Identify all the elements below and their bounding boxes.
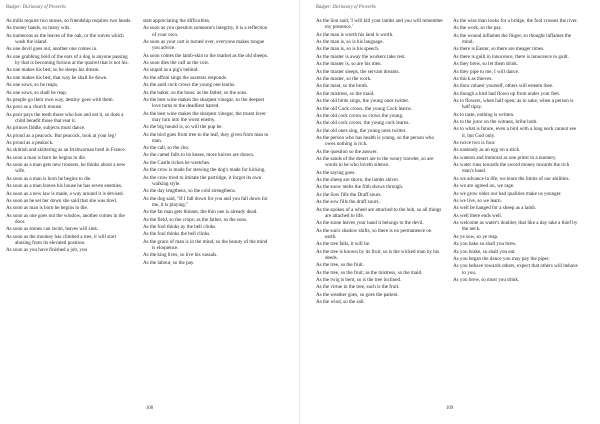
proverb-entry: As the labour, so the pay. <box>143 259 195 266</box>
proverb-entry: As the master is away the workers take rest. <box>316 53 406 60</box>
proverb-entry: As welcome as water's doublet, that like a day take a thief by the neck. <box>453 220 578 233</box>
proverb-entry: As twice two is four. <box>453 140 496 147</box>
proverb-entry: As the king lives, so live his vassals. <box>143 252 218 259</box>
proverb-entry: As the bird goes from tree to the leaf, they given from man to man. <box>143 131 269 144</box>
proverb-entry: As you brew, so must you drink. <box>453 276 520 283</box>
proverb-entry: As soon as a man gets new trousers, he thinks about a new wife. <box>6 162 126 175</box>
proverb-entry: As soon as you have finished a job, you <box>6 247 88 254</box>
proverb-entry: As you brake, so shall you eat. <box>453 248 516 255</box>
proverb-entry: As they brew, so let them drink. <box>453 61 519 68</box>
proverb-entry: As the wind, so the sail. <box>316 299 365 306</box>
proverb-entry: As the mistress, so the maid. <box>316 90 375 97</box>
proverb-entry: As soon as stones can swim, leaves will sink. <box>6 226 99 233</box>
proverb-entry: As the affoni sings the saxteras responds. <box>143 74 228 81</box>
right-page-column-1 <box>316 18 443 413</box>
proverb-entry: As one makes his bed, so he sleeps his dream. <box>6 67 100 74</box>
proverb-entry: As the camel falls to its knees, more knives are drawn. <box>143 152 255 159</box>
proverb-entry: As skittish and skittering as an Irishwoman bred in France. <box>6 147 126 154</box>
proverb-entry: As soon as one goes out the window, another comes in the door. <box>6 212 125 225</box>
proverb-entry: As the weather goes, so goes the patient. <box>316 291 399 298</box>
proverb-entry: As numerous as the leaves of the oak, or the waves which wash the island. <box>6 32 124 45</box>
proverb-entry: As well be hanged for a sheep as a lamb. <box>453 205 537 212</box>
proverb-entry: start appreciating the difficulties. <box>143 18 211 24</box>
proverb-entry: As soon as the monkey has climbed a tree, it will start abusing from its elevated position. <box>6 233 117 246</box>
proverb-entry: As though a bird had flown up from under your feet. <box>453 90 561 97</box>
proverb-entry: As the lion said, 'I will kill your lambs and you will remember my presence.' <box>316 18 443 31</box>
proverb-entry: As the twig is bent, so is the tree inclined. <box>316 276 402 283</box>
proverb-entry: As the old Cock crows, the young Cock learns. <box>316 105 412 112</box>
left-page-column-1 <box>6 18 133 413</box>
proverb-entry: As one grabbing hold of the ears of a dog is anyone passing by that is becoming furious at the quarrel that is not his. <box>6 53 129 66</box>
proverb-entry: As the tree falls, it will lie. <box>316 241 371 248</box>
proverb-entry: As we advance in life, we learn the limits of our abilities. <box>453 175 570 182</box>
proverb-entry: As poor as a church mouse. <box>6 104 63 111</box>
proverb-entry: As you began the dance you may pay the piper. <box>453 255 550 262</box>
proverb-entry: As the virtue in the tree, such is the fruit. <box>316 284 400 291</box>
proverb-entry: As the man is, so is his language. <box>316 38 384 45</box>
proverb-entry: As the crow is made for stewing the dog's made for kicking. <box>143 167 266 174</box>
proverb-entry: As water runs towards the sword money towards the rich man's hand. <box>453 162 570 175</box>
proverb-entry: As the sands of the desert are to the weary traveler, so are words to he who loveth silence. <box>316 156 434 169</box>
proverb-entry: As one sows, so he reaps. <box>6 82 59 89</box>
page-number: 108 <box>146 406 154 411</box>
proverb-entry: As the big hound is, so will the pup be. <box>143 124 223 131</box>
proverb-entry: As the wound inflames the finger, so thought inflames the mind. <box>453 32 572 45</box>
proverb-entry: As the sheep are shorn, the lambs shiver. <box>316 177 400 184</box>
proverb-entry: As to taste, nothing is written. <box>453 111 515 118</box>
proverb-entry: As stupid as a pig's behind. <box>143 67 199 74</box>
proverb-entry: As poor pays the teeth those who hoe and eat it, so does a child benefit those that rear it. <box>6 111 124 124</box>
proverb-entry: As to flowers, when half open; as to sake, when a person is half tipsy. <box>453 98 574 111</box>
proverb-entry: As the baker, so the buns; as the father, so the sons. <box>143 89 248 96</box>
proverb-entry: As the master, so the work. <box>316 75 372 82</box>
proverb-entry: As soon dies the calf as the cow. <box>143 59 210 66</box>
proverb-entry: As the fool thinks the bell clinks. <box>143 231 211 238</box>
proverb-entry: As the call, so the cho. <box>143 145 190 152</box>
proverb-entry: As princes fiddle, subjects must dance. <box>6 125 86 132</box>
proverb-entry: As the sun's shadow shifts, so there is no permanence on earth. <box>316 227 432 240</box>
proverb-entry: As the fool thinks ay the bell clinks. <box>143 224 217 231</box>
proverb-entry: As well there ends well. <box>453 212 503 219</box>
proverb-entry: As unsteady as an egg on a stick. <box>453 147 521 154</box>
proverb-entry: As there is guilt in innocence, there is innocence in guilt. <box>453 53 569 60</box>
proverb-entry: As you behave towards others, expect that others will behave to you. <box>453 263 578 276</box>
left-page-column-2 <box>143 18 270 413</box>
proverb-entry: As the best wine makes the sharpest vinegar, the truest lover may turn into the worst enemy. <box>143 110 267 123</box>
proverb-entry: As soon as man is born he begins to die. <box>6 205 89 212</box>
proverb-entry: As one makes his bed, that way he shall lie down. <box>6 74 108 81</box>
proverb-entry: As the best wine makes the sharpest vinegar, so the deepest love turns to the deadliest hatred. <box>143 96 265 110</box>
proverb-entry: As the day lengthens, so the cold strengthens. <box>143 188 236 195</box>
proverb-entry: As soon comes the lamb-skin to the market as the old sheeps. <box>143 52 269 59</box>
proverb-entry: As soon as a new law is made, a way around it is devised. <box>6 190 124 197</box>
proverb-entry: As to what is future, even a bird with a long neck cannot see it, but God only. <box>453 126 577 139</box>
proverb-entry: As wanton and immoral as one priest in a nunnery. <box>453 154 557 161</box>
proverb-entry: As thou valuest yourself, others will esteem thee. <box>453 83 554 90</box>
proverb-entry: As the question so the answer. <box>316 148 378 155</box>
proverb-entry: As thick as thieves. <box>453 75 493 82</box>
proverb-entry: As proud as a peacock. But peacock, look at your leg! <box>6 132 117 139</box>
proverb-entry: As the meat, so the broth. <box>316 83 369 90</box>
proverb-entry: As they pipe to me, I will dance. <box>453 68 520 75</box>
proverb-entry: As we grow older our bad qualities make us younger. <box>453 190 562 197</box>
proverb-entry: As the wise man looks for a bridge, the fool crosses the river. <box>453 18 578 24</box>
proverb-entry: As soon a man is born he begins to die. <box>6 154 87 161</box>
right-page <box>300 0 600 424</box>
proverb-entry: As the work, so the pay. <box>453 25 503 32</box>
proverb-entry: As the stone leaves your hand it belongs to the devil. <box>316 220 424 227</box>
proverb-entry: As you bake so shall you brew. <box>453 241 517 248</box>
proverb-entry: As there is Easter, so there are meager times. <box>453 46 545 53</box>
proverb-entry: As the spokes of a wheel are attached to the hub, so all things are attached to life. <box>316 206 442 219</box>
proverb-entry: As we are agreed on, we rage. <box>453 183 515 190</box>
proverb-entry: As money bands, so many wits. <box>6 25 71 32</box>
proverb-entry: As the Castle riches he wretches. <box>143 159 211 166</box>
proverb-entry: As the person who has health is young, so the person who owes nothing is rich. <box>316 135 434 148</box>
proverb-entry: As the tree, so the fruit. <box>316 262 364 269</box>
proverb-entry: As soon as you question someone's integrity, it is a reflection of your own. <box>143 25 268 38</box>
proverb-entry: As to the juror on the witness, bribe both. <box>453 119 538 126</box>
proverb-entry: As proud as a peakock. <box>6 140 54 147</box>
proverb-entry: As the dog said, "If I fall down for you and you fall down for me, it is playing." <box>143 195 268 208</box>
proverb-entry: As the sow fills the draff sours. <box>316 199 380 206</box>
proverb-entry: As the man is, so is his speech. <box>316 46 380 53</box>
proverb-entry: As the tree, so the fruit; as the mistress, so the maid. <box>316 269 423 276</box>
proverb-entry: As the old birds sings, the young ones twitter. <box>316 98 410 105</box>
proverb-entry: As the Sow fills the Draff sours. <box>316 191 382 198</box>
proverb-entry: As the old cock crows so crows the young. <box>316 112 404 119</box>
proverb-entry: As the master is, so are his men. <box>316 61 382 68</box>
proverb-entry: As one devil goes out, another one comes in. <box>6 46 98 53</box>
right-page-column-2 <box>453 18 580 413</box>
page-number: 109 <box>446 406 454 411</box>
proverb-entry: As mills require two stones, so friendship requires two heads. <box>6 18 132 24</box>
running-head: Badger: Dictionary of Proverbs <box>6 5 66 10</box>
running-head: Badger: Dictionary of Proverbs <box>316 5 376 10</box>
proverb-entry: As soon as a man is born he begins to die. <box>6 175 92 182</box>
proverb-entry: As the master sleeps, the servant dreams. <box>316 68 400 75</box>
proverb-entry: As the grace of man is in the mind, so the beauty of the mind is eloquence. <box>143 238 268 251</box>
proverb-entry: As soon as a man leaves his house he has seven enemies. <box>6 183 123 190</box>
proverb-entry: As the saying goes. <box>316 169 356 176</box>
proverb-entry: As the old cock crows, the young cock learns. <box>316 120 410 127</box>
proverb-entry: As people go their own way, destiny goes with them. <box>6 96 114 103</box>
proverb-entry: As the snow melts the filth shows through. <box>316 184 404 191</box>
proverb-entry: As the fat man gets thinner, the thin one is already dead. <box>143 209 258 216</box>
proverb-entry: As one sows, so shall he reap. <box>6 89 68 96</box>
proverb-entry: As the man is worth his land is worth. <box>316 31 394 38</box>
proverb-entry: As the crow tried to imitate the partridge, it forgot its own walking style. <box>143 174 262 187</box>
proverb-entry: As soon as your cart is turned over, everyone makes tongue you advice. <box>143 38 265 52</box>
proverb-entry: As the old ones sing, the young ones twitter. <box>316 127 407 134</box>
proverb-entry: As the field, so the crops; as the father, so the sons. <box>143 216 248 223</box>
proverb-entry: As the tree is known by its fruit, so is the wicked man by his deeds. <box>316 248 440 261</box>
proverb-entry: As soon as he set her down she said that she was tired. <box>6 198 118 205</box>
proverb-entry: As ye sow, so ye reap. <box>453 233 499 240</box>
proverb-entry: As we live, so we learn. <box>453 198 502 205</box>
proverb-entry: As the auld cock crows the young one learns. <box>143 82 236 89</box>
